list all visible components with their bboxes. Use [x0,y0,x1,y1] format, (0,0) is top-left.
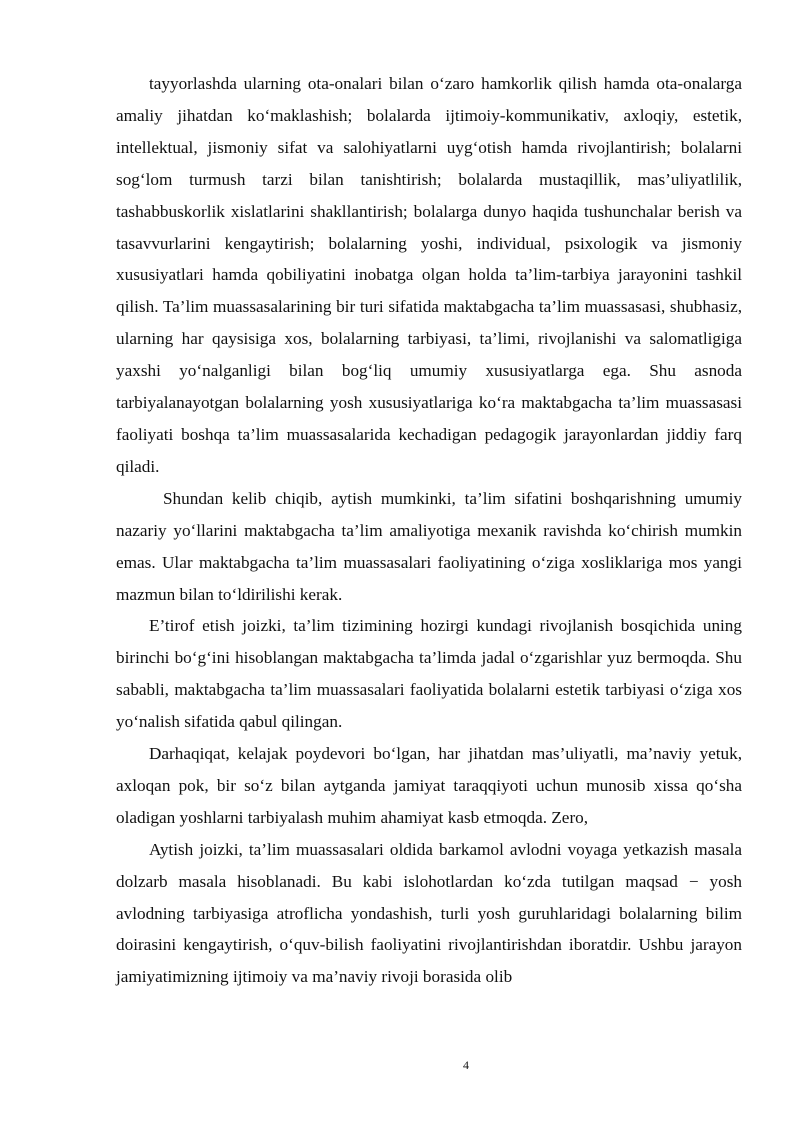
paragraph-2: Shundan kelib chiqib, aytish mumkinki, ta’lim sifatini boshqarishning umumiy nazariy yo‘llarini maktabgacha ta’lim amaliyotiga mexanik ravishda ko‘chirish mumkin emas. Ular maktabgacha ta’lim muassasalari faoliyatining o‘ziga xosliklariga mos yangi mazmun bilan to‘ldirilishi kerak. [116,488,742,604]
page-number: 4 [463,1058,469,1072]
paragraph-5: Aytish joizki, ta’lim muassasalari oldida barkamol avlodni voyaga yetkazish masala dolzarb masala hisoblanadi. Bu kabi islohotlardan ko‘zda tutilgan maqsad − yosh avlodning tarbiyasiga atroflicha yondashish, turli yosh guruhlaridagi bolalarning bilim doirasini kengaytirish, o‘quv-bilish faoliyatini rivojlantirishdan iboratdir. Ushbu jarayon jamiyatimizning ijtimoiy va ma’naviy rivoji borasida olib [116,839,742,987]
document-page [116,68,742,993]
paragraph-1: tayyorlashda ularning ota-onalari bilan o‘zaro hamkorlik qilish hamda ota-onalarga amaliy jihatdan ko‘maklashish; bolalarda ijtimoiy-kommunikativ, axloqiy, estetik, intellektual, jismoniy sifat va salohiyatlarni uyg‘otish hamda rivojlantirish; bolalarni sog‘lom turmush tarzi bilan tanishtirish; bolalarda mustaqillik, mas’uliyatlilik, tashabbuskorlik xislatlarini shakllantirish; bolalarga dunyo haqida tushunchalar berish va tasavvurlarini kengaytirish; bolalarning yoshi, individual, psixologik va jismoniy xususiyatlari hamda qobiliyatini inobatga olgan holda ta’lim-tarbiya jarayonini tashkil qilish. Ta’lim muassasalarining bir turi sifatida maktabgacha ta’lim muassasasi, shubhasiz, ularning har qaysisiga xos, bolalarning tarbiyasi, ta’limi, rivojlanishi va salomatligiga yaxshi yo‘nalganligi bilan bog‘liq umumiy xususiyatlarga ega. Shu asnoda tarbiyalanayotgan bolalarning yosh xususiyatlariga ko‘ra maktabgacha ta’lim muassasasi faoliyati boshqa ta’lim muassasalarida kechadigan pedagogik jarayonlardan jiddiy farq qiladi. [116,74,742,476]
paragraph-4: Darhaqiqat, kelajak poydevori bo‘lgan, har jihatdan mas’uliyatli, ma’naviy yetuk, axloqan pok, bir so‘z bilan aytganda jamiyat taraqqiyoti uchun munosib xissa qo‘sha oladigan yoshlarni tarbiyalash muhim ahamiyat kasb etmoqda. Zero, [116,744,742,827]
paragraph-3: E’tirof etish joizki, ta’lim tizimining hozirgi kundagi rivojlanish bosqichida uning birinchi bo‘g‘ini hisoblangan maktabgacha ta’limda jadal o‘zgarishlar yuz bermoqda. Shu sababli, maktabgacha ta’lim muassasalari faoliyatida bolalarni estetik tarbiyasi o‘ziga xos yo‘nalish sifatida qabul qilingan. [116,616,742,732]
page-number-container [0,1058,800,1073]
